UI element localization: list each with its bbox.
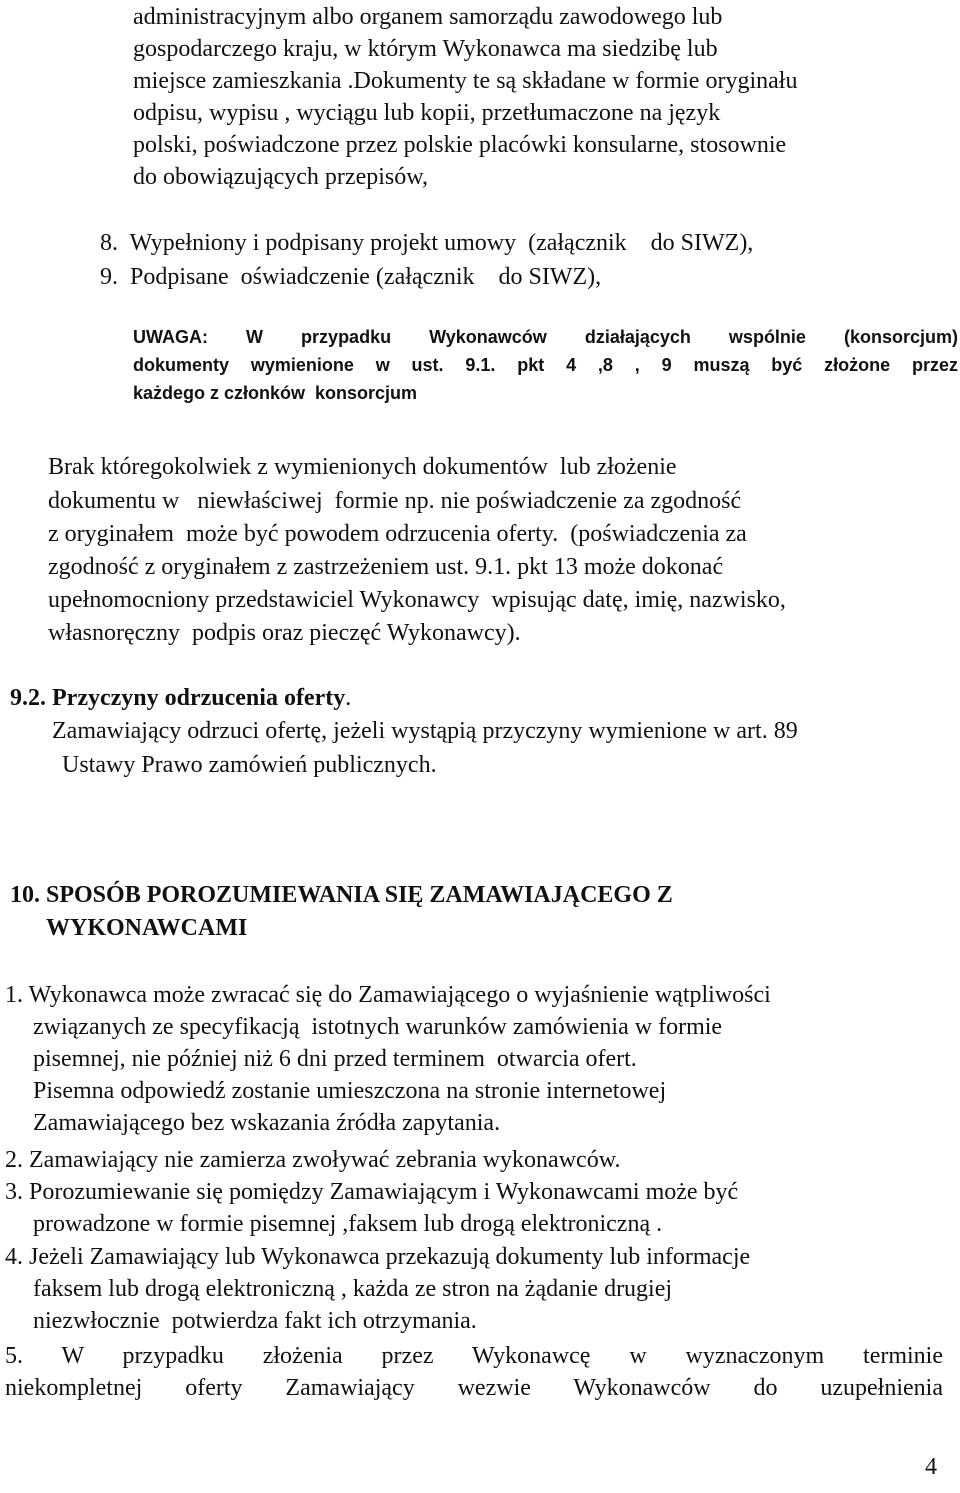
- section-title: Przyczyny odrzucenia oferty: [52, 685, 346, 711]
- text-line: 2. Zamawiający nie zamierza zwoływać zebrania wykonawców.: [5, 1147, 621, 1173]
- text-line: 4. Jeżeli Zamawiający lub Wykonawca przekazują dokumenty lub informacje: [5, 1244, 751, 1270]
- text-line: Zamawiającego bez wskazania źródła zapytania.: [33, 1110, 501, 1136]
- text-line: administracyjnym albo organem samorządu zawodowego lub: [133, 4, 723, 30]
- text-line: 1. Wykonawca może zwracać się do Zamawiającego o wyjaśnienie wątpliwości: [5, 982, 771, 1008]
- text-line: Brak któregokolwiek z wymienionych dokumentów lub złożenie: [48, 454, 677, 480]
- text-line: dokumentu w niewłaściwej formie np. nie poświadczenie za zgodność: [48, 488, 742, 514]
- text-line: Zamawiający odrzuci ofertę, jeżeli wystąpią przyczyny wymienione w art. 89: [52, 718, 798, 744]
- text-line: własnoręczny podpis oraz pieczęć Wykonawcy).: [48, 620, 521, 646]
- heading-line: 10. SPOSÓB POROZUMIEWANIA SIĘ ZAMAWIAJĄCEGO Z: [10, 882, 673, 908]
- text-line: miejsce zamieszkania .Dokumenty te są składane w formie oryginału: [133, 68, 798, 94]
- heading-line: WYKONAWCAMI: [46, 915, 248, 941]
- note-line: każdego z członków konsorcjum: [133, 383, 418, 403]
- section-heading: [10, 683, 351, 713]
- text-line: związanych ze specyfikacją istotnych warunków zamówienia w formie: [33, 1014, 723, 1040]
- note-line: dokumenty wymienione w ust. 9.1. pkt 4 ,8 , 9 muszą być złożone przez: [133, 355, 958, 375]
- text-line: niezwłocznie potwierdza fakt ich otrzymania.: [33, 1308, 477, 1334]
- text-line: Ustawy Prawo zamówień publicznych.: [62, 752, 437, 778]
- text-line: odpisu, wypisu , wyciągu lub kopii, przetłumaczone na język: [133, 100, 721, 126]
- text-line: niekompletnej oferty Zamawiający wezwie Wykonawców do uzupełnienia: [5, 1375, 943, 1401]
- section-title-suffix: .: [345, 685, 352, 711]
- text-line: pisemnej, nie później niż 6 dni przed terminem otwarcia ofert.: [33, 1046, 637, 1072]
- text-line: zgodność z oryginałem z zastrzeżeniem ust. 9.1. pkt 13 może dokonać: [48, 554, 724, 580]
- list-item: 8. Wypełniony i podpisany projekt umowy (załącznik do SIWZ),: [100, 230, 754, 256]
- text-line: 3. Porozumiewanie się pomiędzy Zamawiającym i Wykonawcami może być: [5, 1179, 739, 1205]
- page-number: 4: [925, 1454, 937, 1480]
- text-line: polski, poświadczone przez polskie placówki konsularne, stosownie: [133, 132, 787, 158]
- list-item: 9. Podpisane oświadczenie (załącznik do SIWZ),: [100, 264, 602, 290]
- text-line: upełnomocniony przedstawiciel Wykonawcy wpisując datę, imię, nazwisko,: [48, 587, 786, 613]
- text-line: do obowiązujących przepisów,: [133, 164, 429, 190]
- text-line: z oryginałem może być powodem odrzucenia oferty. (poświadczenia za: [48, 521, 747, 547]
- text-line: faksem lub drogą elektroniczną , każda ze stron na żądanie drugiej: [33, 1276, 673, 1302]
- text-line: prowadzone w formie pisemnej ,faksem lub drogą elektroniczną .: [33, 1211, 663, 1237]
- note-line: UWAGA: W przypadku Wykonawców działających wspólnie (konsorcjum): [133, 327, 958, 347]
- text-line: gospodarczego kraju, w którym Wykonawca ma siedzibę lub: [133, 36, 718, 62]
- section-number: 9.2.: [10, 685, 46, 711]
- text-line: 5. W przypadku złożenia przez Wykonawcę w wyznaczonym terminie: [5, 1343, 943, 1369]
- text-line: Pisemna odpowiedź zostanie umieszczona na stronie internetowej: [33, 1078, 667, 1104]
